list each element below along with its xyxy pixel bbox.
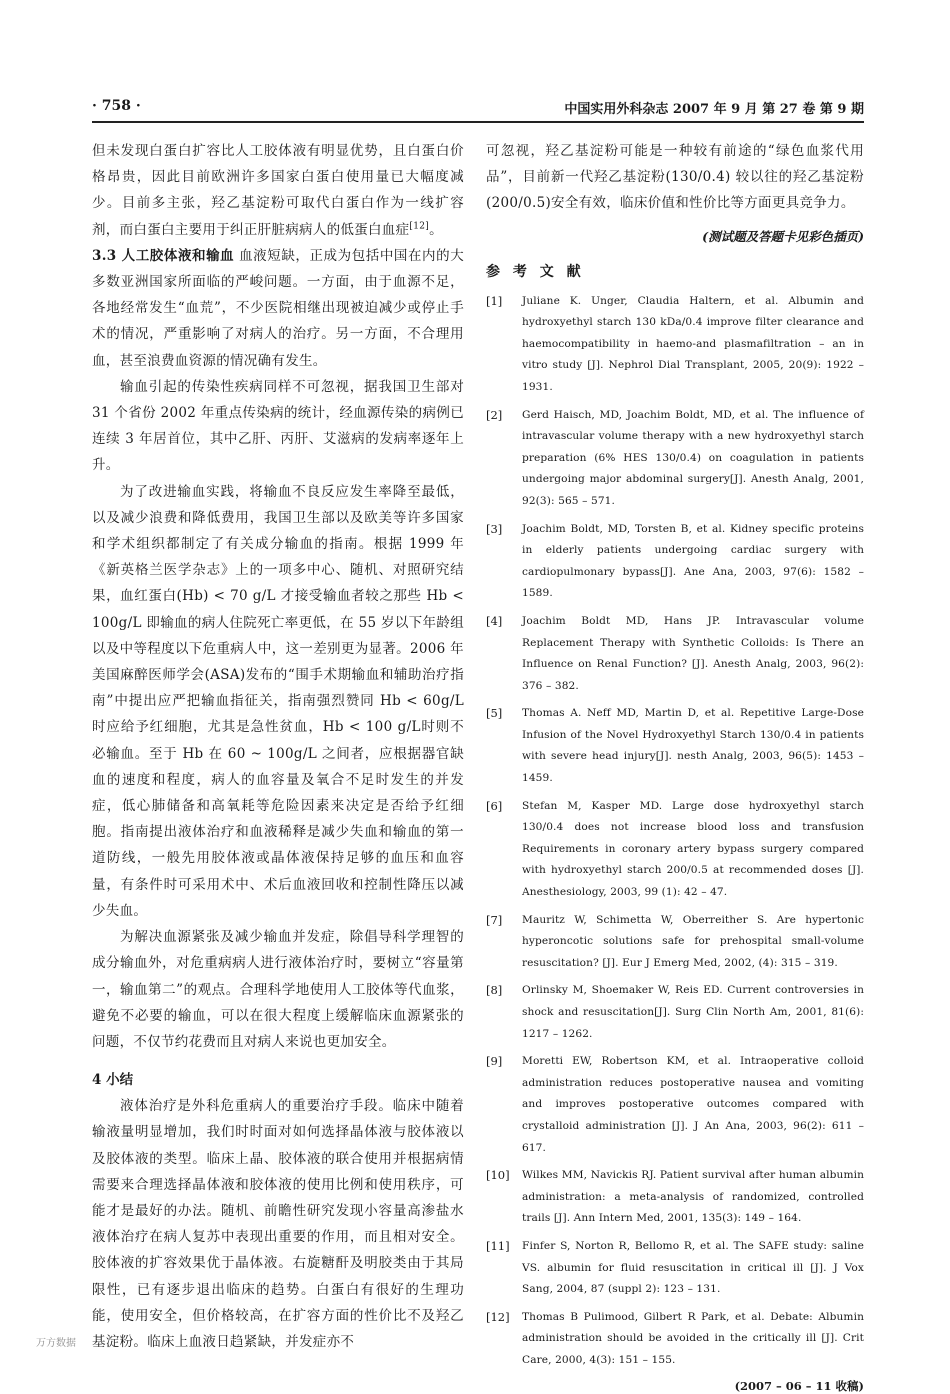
section-title-summary: 4 小结 [92, 1072, 134, 1089]
reference-number: [5] [486, 706, 503, 721]
subsection-3-3 [92, 243, 464, 374]
paragraph: 可忽视，羟乙基淀粉可能是一种较有前途的“绿色血浆代用品”，目前新一代羟乙基淀粉(130/0.4) 较以往的羟乙基淀粉(200/0.5)安全有效，临床价值和性价比等方面更具竞争力。 [486, 143, 864, 212]
paragraph: 为了改进输血实践，将输血不良反应发生率降至最低，以及减少浪费和降低费用，我国卫生部以及欧美等许多国家和学术组织都制定了有关成分输血的指南。根据 1999 年《新英格兰医学杂志》上的一项多中心、随机、对照研究结果，血红蛋白(Hb) < 70 g/L 才接受输血者较之那些 Hb < 100g/L 即输血的病人住院死亡率更低，在 55 岁以下年龄组以及中等程度以下危重病人中，这一差别更为显著。2006 年美国麻醉医师学会(ASA)发布的“围手术期输血和辅助治疗指南”中提出应严把输血指征关，指南强烈赞同 Hb < 60g/L 时应给予红细胞，尤其是急性贫血，Hb < 100 g/L时则不必输血。至于 Hb 在 60 ~ 100g/L 之间者，应根据器官缺血的速度和程度，病人的血容量及氧合不足时发生的并发症，低心肺储备和高氧耗等危险因素来决定是否给予红细胞。指南提出液体治疗和血液稀释是减少失血和输血的第一道防线，一般先用胶体液或晶体液保持足够的血压和血容量，有条件时可采用术中、术后血液回收和控制性降压以减少失血。 [92, 483, 464, 919]
paragraph: 为解决血源紧张及减少输血并发症，除倡导科学理智的成分输血外，对危重病病人进行液体治疗时，要树立“容量第一，输血第二”的观点。合理科学地使用人工胶体等代血浆，避免不必要的输血，可以在很大程度上缓解临床血源紧张的问题，不仅节约花费而且对病人来说也更加安全。 [92, 929, 464, 1050]
reference-item [486, 980, 864, 1045]
reference-list [486, 291, 864, 1372]
journal-running-head: 中国实用外科杂志 2007 年 9 月 第 27 卷 第 9 期 [564, 102, 864, 117]
reference-text: Stefan M, Kasper MD. Large dose hydroxyethyl starch 130/0.4 does not increase blood loss and transfusion Requirements in coronary artery bypass surgery compared with hydroxyethyl starch 200/0.5 at recommended doses [J]. Anesthesiology, 2003, 99 (1): 42 – 47. [522, 799, 864, 899]
reference-text: Gerd Haisch, MD, Joachim Boldt, MD, et al. The influence of intravascular volume therapy with a new hydroxyethyl starch preparation (6% HES 130/0.4) on coagulation in patients undergoing major abdominal surgery[J]. Anesth Analg, 2001, 92(3): 565 – 571. [522, 408, 864, 507]
test-note: (测试题及答题卡见彩色插页) [702, 228, 864, 244]
page-number: · 758 · [92, 98, 141, 114]
reference-number: [7] [486, 912, 503, 927]
reference-text: Thomas A. Neff MD, Martin D, et al. Repetitive Large-Dose Infusion of the Novel Hydroxyethyl Starch 130/0.4 in patients with severe head injury[J]. nesth Analg, 2003, 96(5): 1453 – 1459. [522, 707, 864, 785]
reference-item [486, 1236, 864, 1301]
reference-number: [2] [486, 407, 503, 422]
paragraph: 液体治疗是外科危重病人的重要治疗手段。临床中随着输液量明显增加，我们时时面对如何选择晶体液与胶体液以及胶体液的类型。临床上晶、胶体液的联合使用并根据病情需要来合理选择晶体液和胶体液的使用比例和使用秩序，可能才是最好的办法。随机、前瞻性研究发现小容量高渗盐水液体治疗在病人复苏中表现出重要的作用，而且相对安全。胶体液的扩容效果优于晶体液。右旋糖酐及明胶类由于其局限性，已有逐步退出临床的趋势。白蛋白有很好的生理功能，使用安全，但价格较高，在扩容方面的性价比不及羟乙基淀粉。临床上血液日趋紧缺，并发症亦不 [92, 1098, 464, 1350]
reference-item [486, 1165, 864, 1230]
reference-number: [10] [486, 1168, 510, 1183]
paragraph-text: 血液短缺，正成为包括中国在内的大多数亚洲国家所面临的严峻问题。一方面，由于血源不足，各地经常发生“血荒”，不少医院相继出现被迫减少或停止手术的情况，严重影响了对病人的治疗。另一方面，不合理用血，甚至浪费血资源的情况确有发生。 [92, 247, 465, 369]
header-rule [92, 121, 864, 123]
reference-item [486, 910, 864, 975]
citation-ref: [12] [409, 221, 430, 232]
reference-text: Joachim Boldt MD, Hans JP. Intravascular volume Replacement Therapy with Synthetic Colloids: Is There an Influence on Renal Function? [J]. Anesth Analg, 2003, 96(2): 376 – 382. [522, 614, 864, 692]
reference-number: [9] [486, 1054, 503, 1069]
reference-number: [4] [486, 613, 503, 628]
reference-text: Thomas B Pulimood, Gilbert R Park, et al. Debate: Albumin administration should be avoided in the critically ill [J]. Crit Care, 2000, 4(3): 151 – 155. [522, 1310, 864, 1366]
reference-item [486, 1051, 864, 1159]
references-title: 参 考 文 献 [486, 263, 585, 280]
reference-text: Moretti EW, Robertson KM, et al. Intraoperative colloid administration reduces postoperative nausea and vomiting and improves postoperative outcomes compared with crystalloid administration [J]. J An Ana, 2003, 96(2): 611 – 617. [522, 1055, 864, 1154]
watermark: 万方数据 [36, 1338, 76, 1349]
reference-number: [6] [486, 798, 503, 813]
page-header [92, 98, 864, 118]
paragraph-text: 但未发现白蛋白扩容比人工胶体液有明显优势，且白蛋白价格昂贵，因此目前欧洲许多国家白蛋白使用量已大幅度减少。目前多主张，羟乙基淀粉可取代白蛋白作为一线扩容剂，而白蛋白主要用于纠正肝脏病病人的低蛋白血症 [92, 143, 464, 238]
reference-text: Finfer S, Norton R, Bellomo R, et al. The SAFE study: saline VS. albumin for fluid resuscitation in critical ill [J]. J Vox Sang, 2004, 87 (suppl 2): 123 – 131. [522, 1239, 864, 1296]
reference-item [486, 796, 864, 904]
reference-number: [8] [486, 983, 503, 998]
reference-number: [11] [486, 1238, 510, 1253]
reference-item [486, 611, 864, 697]
reference-number: [1] [486, 293, 503, 308]
reference-item [486, 291, 864, 399]
reference-text: Joachim Boldt, MD, Torsten B, et al. Kidney specific proteins in elderly patients undergoing cardiac surgery with cardiopulmonary bypass[J]. Ane Ana, 2003, 97(6): 1582 – 1589. [522, 522, 864, 600]
received-date: (2007 – 06 – 11 收稿) [734, 1378, 864, 1393]
reference-text: Wilkes MM, Navickis RJ. Patient survival after human albumin administration: a meta-analysis of randomized, controlled trails [J]. Ann Intern Med, 2001, 135(3): 149 – 164. [522, 1169, 864, 1225]
reference-text: Juliane K. Unger, Claudia Haltern, et al. Albumin and hydroxyethyl starch 130 kDa/0.4 improve filter clearance and haemocompatibility in haemo-and plasmafiltration – an in vitro study [J]. Nephrol Dial Transplant, 2005, 20(9): 1922 – 1931. [522, 294, 864, 393]
reference-item [486, 519, 864, 605]
reference-item [486, 703, 864, 789]
reference-text: Orlinsky M, Shoemaker W, Reis ED. Current controversies in shock and resuscitation[J]. Surg Clin North Am, 2001, 81(6): 1217 – 1262. [522, 984, 864, 1040]
reference-text: Mauritz W, Schimetta W, Oberreither S. Are hypertonic hyperoncotic solutions safe for prehospital small-volume resuscitation? [J]. Eur J Emerg Med, 2002, (4): 315 – 319. [522, 913, 864, 969]
paragraph: 输血引起的传染性疾病同样不可忽视，据我国卫生部对 31 个省份 2002 年重点传染病的统计，经血源传染的病例已连续 3 年居首位，其中乙肝、丙肝、艾滋病的发病率逐年上升。 [92, 378, 464, 474]
paragraph [92, 138, 464, 243]
right-column [486, 138, 864, 1394]
reference-number: [12] [486, 1309, 510, 1324]
reference-item [486, 405, 864, 513]
reference-number: [3] [486, 521, 503, 536]
left-column [92, 138, 464, 1355]
subsection-title: 3.3 人工胶体液和输血 [92, 247, 235, 264]
reference-item [486, 1307, 864, 1372]
paragraph-end: 。 [429, 221, 443, 238]
